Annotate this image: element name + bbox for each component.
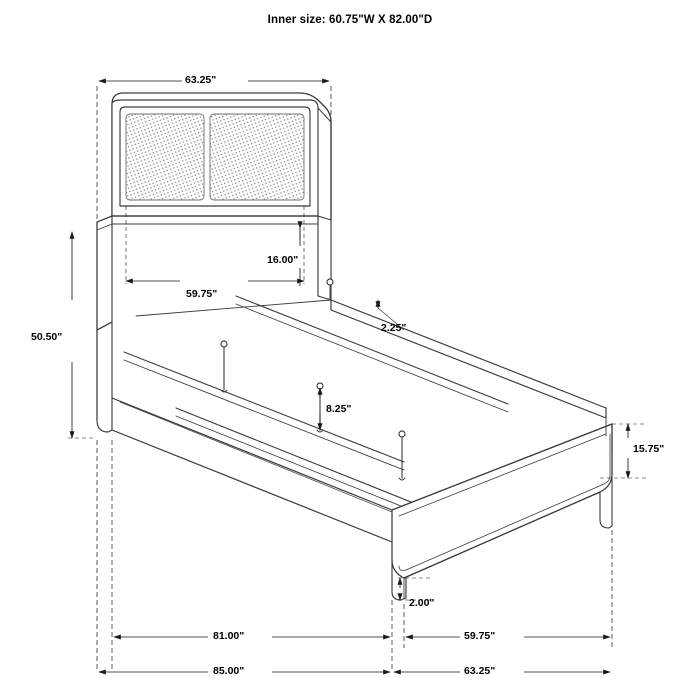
page-title: Inner size: 60.75"W X 82.00"D bbox=[267, 14, 433, 26]
dim-footboard-height: 15.75" bbox=[633, 443, 665, 455]
dim-footboard-inner-width: 59.75" bbox=[464, 630, 496, 642]
dim-overall-width: 63.25" bbox=[464, 665, 496, 677]
dim-headboard-width: 63.25" bbox=[185, 74, 217, 86]
dim-rail-thickness: 2.25" bbox=[381, 322, 407, 334]
dim-overall-length: 85.00" bbox=[213, 665, 245, 677]
dim-panel-height: 16.00" bbox=[267, 254, 299, 266]
dim-footboard-leg-height: 2.00" bbox=[409, 597, 435, 609]
dim-panel-width: 59.75" bbox=[186, 288, 218, 300]
dim-slat-leg-height: 8.25" bbox=[326, 403, 352, 415]
dim-overall-height: 50.50" bbox=[31, 331, 63, 343]
dim-bed-length: 81.00" bbox=[213, 630, 245, 642]
